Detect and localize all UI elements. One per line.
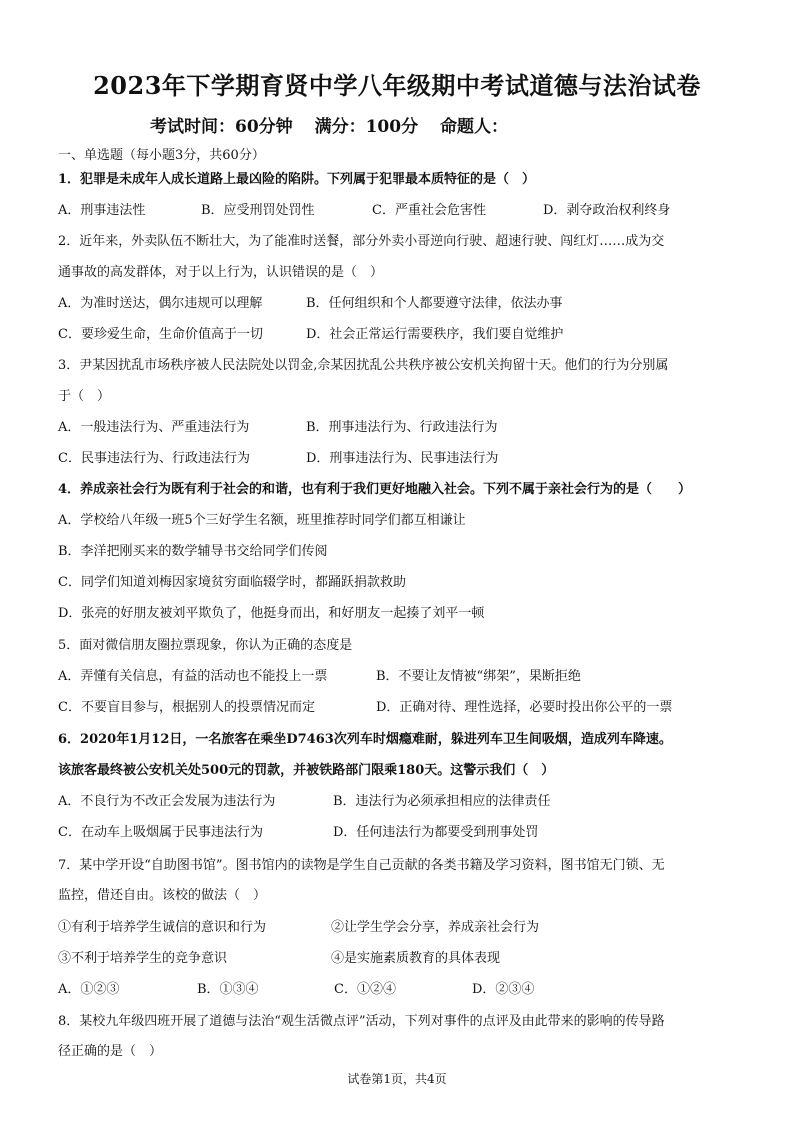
question-3-option-a: A．一般违法行为、严重违法行为 bbox=[58, 420, 250, 435]
section-heading: 一、单选题（每小题3分，共60分） bbox=[58, 148, 265, 163]
question-7-stem-line-1: 7．某中学开设“自助图书馆”。图书馆内的读物是学生自己贡献的各类书籍及学习资料，图书馆无门锁、无 bbox=[58, 858, 665, 873]
question-6-stem-line-1: 6．2020年1月12日，一名旅客在乘坐D7463次列车时烟瘾难耐，躲进列车卫生间吸烟，造成列车降速。 bbox=[58, 732, 672, 747]
question-7-stem-line-2: 监控，借还自由。该校的做法（ ） bbox=[58, 888, 267, 903]
question-6-option-d: D．任何违法行为都要受到刑事处罚 bbox=[333, 825, 539, 840]
exam-score: 满分：100分 bbox=[314, 117, 419, 137]
question-8-stem-line-2: 径正确的是（ ） bbox=[58, 1044, 163, 1059]
question-7-statement-3: ③不利于培养学生的竞争意识 bbox=[58, 951, 228, 966]
exam-author: 命题人： bbox=[440, 117, 509, 137]
question-7-option-d: D．②③④ bbox=[472, 982, 535, 997]
question-8-stem-line-1: 8．某校九年级四班开展了道德与法治“观生活微点评”活动，下列对事件的点评及由此带来的影响的传导路 bbox=[58, 1014, 665, 1029]
page-footer: 试卷第1页，共4页 bbox=[347, 1072, 447, 1086]
question-3-option-b: B．刑事违法行为、行政违法行为 bbox=[306, 420, 498, 435]
exam-meta bbox=[150, 112, 524, 137]
question-2-option-c: C．要珍爱生命，生命价值高于一切 bbox=[58, 327, 263, 342]
exam-time: 考试时间：60分钟 bbox=[150, 117, 293, 137]
question-7-statement-4: ④是实施素质教育的具体表现 bbox=[331, 951, 501, 966]
question-1-option-b: B．应受刑罚处罚性 bbox=[201, 203, 315, 218]
question-4-stem: 4．养成亲社会行为既有利于社会的和谐，也有利于我们更好地融入社会。下列不属于亲社会行为的是（ ） bbox=[58, 482, 692, 497]
question-7-option-a: A．①②③ bbox=[58, 982, 120, 997]
question-5-stem: 5．面对微信朋友圈拉票现象，你认为正确的态度是 bbox=[58, 638, 353, 653]
question-7-statement-1: ①有利于培养学生诚信的意识和行为 bbox=[58, 920, 267, 935]
question-1-option-c: C．严重社会危害性 bbox=[372, 203, 486, 218]
question-5-option-c: C．不要盲目参与，根据别人的投票情况而定 bbox=[58, 700, 315, 715]
exam-title: 2023年下学期育贤中学八年级期中考试道德与法治试卷 bbox=[93, 71, 701, 100]
question-2-option-a: A．为准时送达，偶尔违规可以理解 bbox=[58, 296, 263, 311]
question-5-option-a: A．弄懂有关信息，有益的活动也不能投上一票 bbox=[58, 669, 328, 684]
question-2-option-b: B．任何组织和个人都要遵守法律，依法办事 bbox=[306, 296, 563, 311]
question-3-stem-line-2: 于（ ） bbox=[58, 389, 111, 404]
question-7-statement-2: ②让学生学会分享，养成亲社会行为 bbox=[331, 920, 540, 935]
question-6-option-b: B．违法行为必须承担相应的法律责任 bbox=[333, 794, 551, 809]
question-3-option-c: C．民事违法行为、行政违法行为 bbox=[58, 451, 250, 466]
question-2-stem-line-2: 通事故的高发群体，对于以上行为，认识错误的是（ ） bbox=[58, 265, 384, 280]
question-2-stem-line-1: 2．近年来，外卖队伍不断壮大，为了能准时送餐，部分外卖小哥逆向行驶、超速行驶、闯红灯……成为交 bbox=[58, 234, 665, 249]
question-7-option-b: B．①③④ bbox=[197, 982, 259, 997]
question-1-stem: 1．犯罪是未成年人成长道路上最凶险的陷阱。下列属于犯罪最本质特征的是（ ） bbox=[58, 172, 536, 187]
question-4-option-c: C．同学们知道刘梅因家境贫穷面临辍学时，都踊跃捐款救助 bbox=[58, 575, 406, 590]
question-1-option-a: A．刑事违法性 bbox=[58, 203, 146, 218]
question-6-option-c: C．在动车上吸烟属于民事违法行为 bbox=[58, 825, 263, 840]
question-3-stem-line-1: 3．尹某因扰乱市场秩序被人民法院处以罚金,佘某因扰乱公共秩序被公安机关拘留十天。他们的行为分别属 bbox=[58, 358, 669, 373]
question-6-stem-line-2: 该旅客最终被公安机关处500元的罚款，并被铁路部门限乘180天。这警示我们（ ） bbox=[58, 763, 555, 778]
question-4-option-b: B．李洋把刚买来的数学辅导书交给同学们传阅 bbox=[58, 544, 328, 559]
question-2-option-d: D．社会正常运行需要秩序，我们要自觉维护 bbox=[306, 327, 564, 342]
question-1-option-d: D．剥夺政治权利终身 bbox=[543, 203, 671, 218]
question-4-option-a: A．学校给八年级一班5个三好学生名额，班里推荐时同学们都互相谦让 bbox=[58, 513, 466, 528]
question-7-option-c: C．①②④ bbox=[334, 982, 396, 997]
question-4-option-d: D．张亮的好朋友被刘平欺负了，他挺身而出，和好朋友一起揍了刘平一顿 bbox=[58, 606, 485, 621]
question-6-option-a: A．不良行为不改正会发展为违法行为 bbox=[58, 794, 276, 809]
question-5-option-b: B．不要让友情被“绑架”，果断拒绝 bbox=[376, 669, 581, 684]
question-5-option-d: D．正确对待、理性选择，必要时投出你公平的一票 bbox=[376, 700, 673, 715]
question-3-option-d: D．刑事违法行为、民事违法行为 bbox=[306, 451, 499, 466]
